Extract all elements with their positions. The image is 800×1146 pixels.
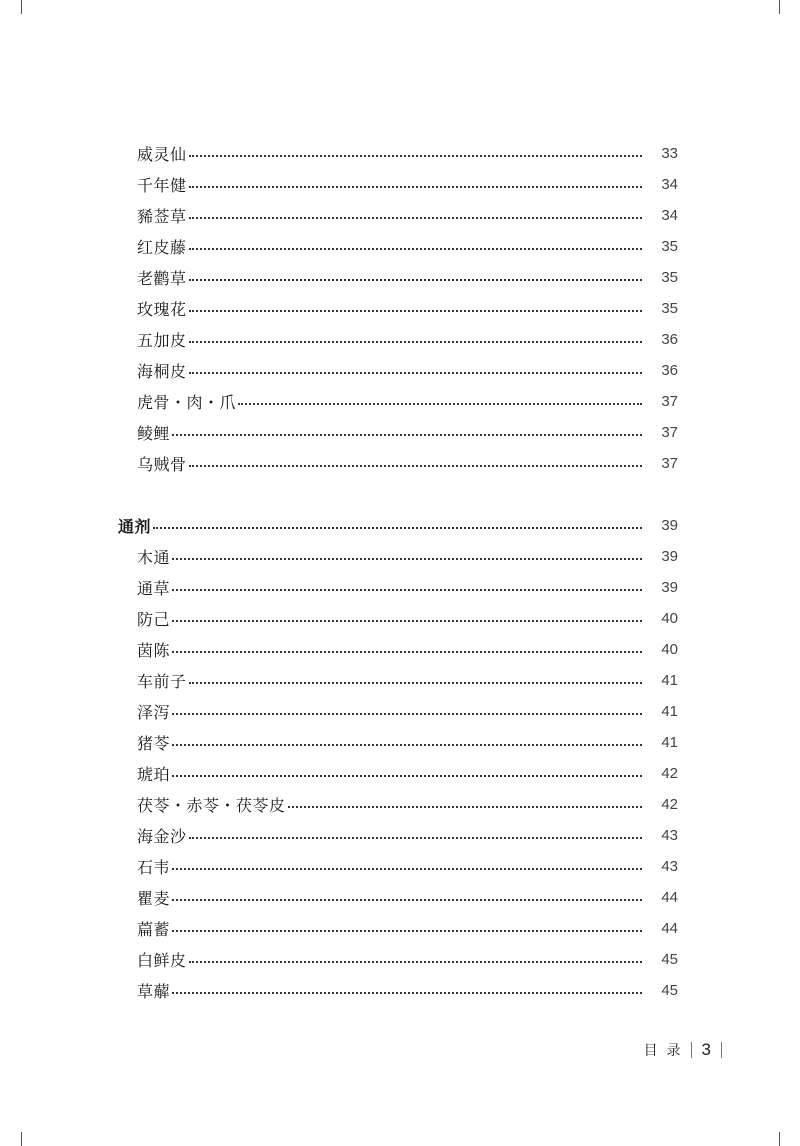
toc-entry-title: 泽泻 (137, 702, 171, 722)
toc-entry-title: 白鲜皮 (137, 950, 187, 970)
toc-section-title: 通剂 (118, 516, 152, 536)
toc-entry-page: 44 (661, 888, 678, 906)
dot-leader (189, 186, 642, 188)
dot-leader (172, 589, 642, 591)
toc-entry-page: 45 (661, 950, 678, 968)
toc-entry-page: 33 (661, 144, 678, 162)
dot-leader (238, 403, 642, 405)
toc-entry[interactable] (137, 884, 678, 910)
toc-entry[interactable] (137, 233, 678, 259)
toc-entry-title: 海桐皮 (137, 361, 187, 381)
toc-entry[interactable] (137, 450, 678, 476)
toc-entry[interactable] (137, 202, 678, 228)
toc-entry-title: 千年健 (137, 175, 187, 195)
dot-leader (189, 217, 642, 219)
toc-entry-page: 43 (661, 857, 678, 875)
dot-leader (172, 434, 642, 436)
toc-entry-page: 35 (661, 299, 678, 317)
toc-entry-title: 瞿麦 (137, 888, 171, 908)
toc-entry-title: 老鹳草 (137, 268, 187, 288)
toc-entry-title: 玫瑰花 (137, 299, 187, 319)
footer-divider-right (721, 1042, 722, 1058)
toc-entry[interactable] (137, 326, 678, 352)
dot-leader (189, 465, 642, 467)
toc-entry-title: 虎骨・肉・爪 (137, 392, 237, 412)
toc-entry-page: 36 (661, 330, 678, 348)
toc-entry-page: 37 (661, 392, 678, 410)
toc-entry[interactable] (137, 636, 678, 662)
dot-leader (172, 868, 642, 870)
toc-entry-page: 42 (661, 764, 678, 782)
dot-leader (189, 372, 642, 374)
toc-entry-page: 37 (661, 454, 678, 472)
toc-entry-title: 猪苓 (137, 733, 171, 753)
toc-entry-page: 35 (661, 268, 678, 286)
toc-entry[interactable] (137, 698, 678, 724)
dot-leader (189, 310, 642, 312)
dot-leader (172, 899, 642, 901)
toc-entry[interactable] (137, 946, 678, 972)
toc-entry-title: 琥珀 (137, 764, 171, 784)
toc-entry-title: 茵陈 (137, 640, 171, 660)
toc-entry[interactable] (137, 822, 678, 848)
dot-leader (172, 992, 642, 994)
dot-leader (172, 558, 642, 560)
dot-leader (172, 744, 642, 746)
toc-entry[interactable] (137, 977, 678, 1003)
toc-entry-title: 石韦 (137, 857, 171, 877)
dot-leader (172, 775, 642, 777)
toc-entry[interactable] (137, 791, 678, 817)
crop-mark-bottom-left (21, 1132, 22, 1146)
dot-leader (153, 527, 642, 529)
toc-entry[interactable] (137, 543, 678, 569)
toc-entry-page: 37 (661, 423, 678, 441)
toc-entry[interactable] (137, 667, 678, 693)
toc-entry[interactable] (137, 853, 678, 879)
toc-entry[interactable] (137, 729, 678, 755)
crop-mark-top-left (21, 0, 22, 14)
toc-entry[interactable] (137, 605, 678, 631)
toc-entry[interactable] (137, 295, 678, 321)
dot-leader (189, 279, 642, 281)
toc-entry-page: 40 (661, 640, 678, 658)
toc-entry-page: 41 (661, 733, 678, 751)
toc-entry-title: 萹蓄 (137, 919, 171, 939)
dot-leader (189, 248, 642, 250)
toc-entry-title: 乌贼骨 (137, 454, 187, 474)
toc-entry-page: 43 (661, 826, 678, 844)
dot-leader (288, 806, 642, 808)
crop-mark-top-right (779, 0, 780, 14)
toc-entry[interactable] (137, 140, 678, 166)
toc-entry-title: 车前子 (137, 671, 187, 691)
toc-entry-page: 41 (661, 702, 678, 720)
dot-leader (189, 341, 642, 343)
toc-entry-page: 35 (661, 237, 678, 255)
dot-leader (189, 961, 642, 963)
toc-entry-title: 威灵仙 (137, 144, 187, 164)
toc-entry-page: 40 (661, 609, 678, 627)
toc-entry-title: 木通 (137, 547, 171, 567)
toc-entry[interactable] (137, 264, 678, 290)
dot-leader (172, 713, 642, 715)
toc-entry[interactable] (137, 171, 678, 197)
toc-entry-page: 34 (661, 206, 678, 224)
toc-entry-page: 41 (661, 671, 678, 689)
toc-entry[interactable] (137, 915, 678, 941)
toc-entry-title: 豨莶草 (137, 206, 187, 226)
toc-entry-page: 36 (661, 361, 678, 379)
toc-entry-title: 草薢 (137, 981, 171, 1001)
toc-entry-title: 茯苓・赤苓・茯苓皮 (137, 795, 286, 815)
dot-leader (172, 651, 642, 653)
dot-leader (189, 682, 642, 684)
footer-divider (691, 1042, 692, 1058)
toc-entry-page: 34 (661, 175, 678, 193)
toc-entry[interactable] (137, 419, 678, 445)
toc-entry-title: 鲮鲤 (137, 423, 171, 443)
toc-entry[interactable] (137, 574, 678, 600)
page-footer (644, 1040, 722, 1060)
dot-leader (172, 620, 642, 622)
footer-page-number: 3 (701, 1040, 711, 1059)
toc-section-heading[interactable] (118, 512, 678, 538)
toc-entry-title: 红皮藤 (137, 237, 187, 257)
toc-entry[interactable] (137, 357, 678, 383)
crop-mark-bottom-right (779, 1132, 780, 1146)
dot-leader (172, 930, 642, 932)
toc-entry-title: 防己 (137, 609, 171, 629)
toc-entry[interactable] (137, 388, 678, 414)
dot-leader (189, 155, 642, 157)
toc-entry-page: 39 (661, 578, 678, 596)
toc-entry-page: 44 (661, 919, 678, 937)
toc-entry-page: 45 (661, 981, 678, 999)
toc-entry-page: 39 (661, 547, 678, 565)
toc-entry-title: 海金沙 (137, 826, 187, 846)
toc-entry-title: 通草 (137, 578, 171, 598)
toc-entry-title: 五加皮 (137, 330, 187, 350)
toc-section-page: 39 (661, 516, 678, 534)
dot-leader (189, 837, 642, 839)
footer-section-label: 目 录 (643, 1043, 681, 1059)
toc-entry-page: 42 (661, 795, 678, 813)
toc-entry[interactable] (137, 760, 678, 786)
